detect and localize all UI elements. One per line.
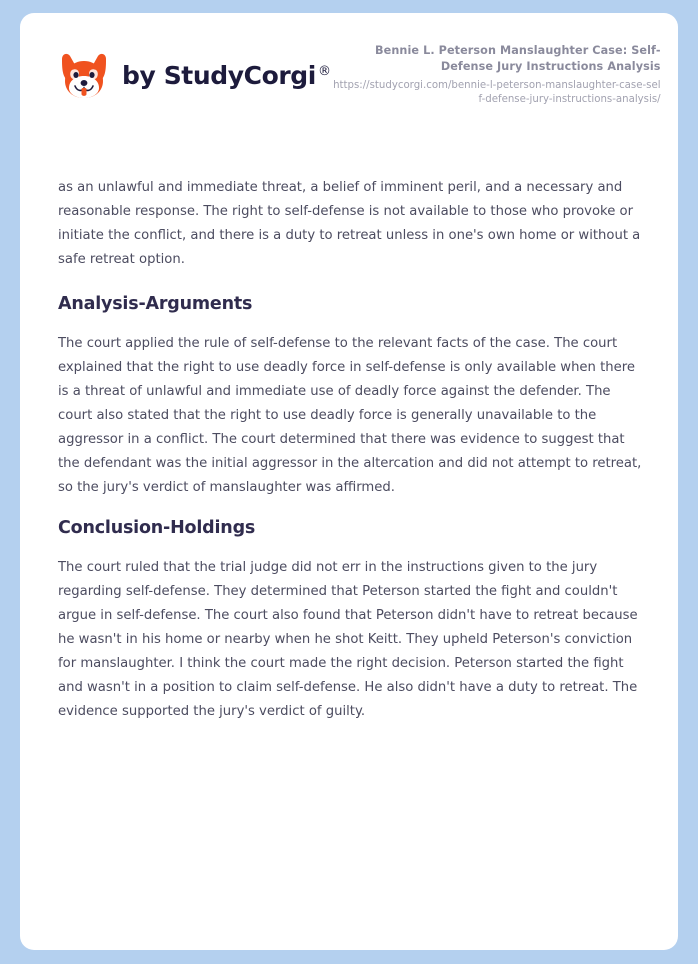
section-paragraph-conclusion-holdings: The court ruled that the trial judge did not err in the instructions given to the jury regarding self-defense. They determined that Peterson started the fight and couldn't argue in self-defense. The court also found that Peterson didn't have to retreat because he wasn't in his home or nearby when he shot Keitt. They upheld Peterson's conviction for manslaughter. I think the court made the right decision. Peterson started the fight and wasn't in a position to claim self-defense. He also didn't have a duty to retreat. The evidence supported the jury's verdict of guilty. xyxy=(58,560,638,719)
source-url[interactable]: https://studycorgi.com/bennie-l-peterson-manslaughter-case-self-defense-jury-instructions-analysis/ xyxy=(333,79,661,106)
brand-name-text: by StudyCorgi xyxy=(122,61,316,90)
section-conclusion-holdings xyxy=(58,518,648,724)
registered-trademark-icon: ® xyxy=(317,63,331,79)
document-page xyxy=(20,13,678,950)
document-header xyxy=(20,13,678,138)
section-paragraph-analysis-arguments: The court applied the rule of self-defense to the relevant facts of the case. The court explained that the right to use deadly force in self-defense is only available when there is a threat of unlawful and immediate use of deadly force against the defender. The court also stated that the right to use deadly force is generally unavailable to the aggressor in a conflict. The court determined that there was evidence to suggest that the defendant was the initial aggressor in the altercation and did not attempt to retreat, so the jury's verdict of manslaughter was affirmed. xyxy=(58,336,642,495)
intro-paragraph: as an unlawful and immediate threat, a belief of imminent peril, and a necessary and reasonable response. The right to self-defense is not available to those who provoke or initiate the conflict, and there is a duty to retreat unless in one's own home or without a safe retreat option. xyxy=(58,180,641,267)
section-heading-analysis-arguments: Analysis-Arguments xyxy=(58,294,253,314)
header-meta xyxy=(331,43,661,108)
page-title: Bennie L. Peterson Manslaughter Case: Self-Defense Jury Instructions Analysis xyxy=(375,44,661,74)
section-heading-conclusion-holdings: Conclusion-Holdings xyxy=(58,518,256,538)
document-body xyxy=(58,176,648,724)
brand-logo-block[interactable] xyxy=(58,50,331,102)
section-analysis-arguments xyxy=(58,294,648,500)
brand-name xyxy=(122,61,331,90)
corgi-face-icon xyxy=(58,50,110,102)
